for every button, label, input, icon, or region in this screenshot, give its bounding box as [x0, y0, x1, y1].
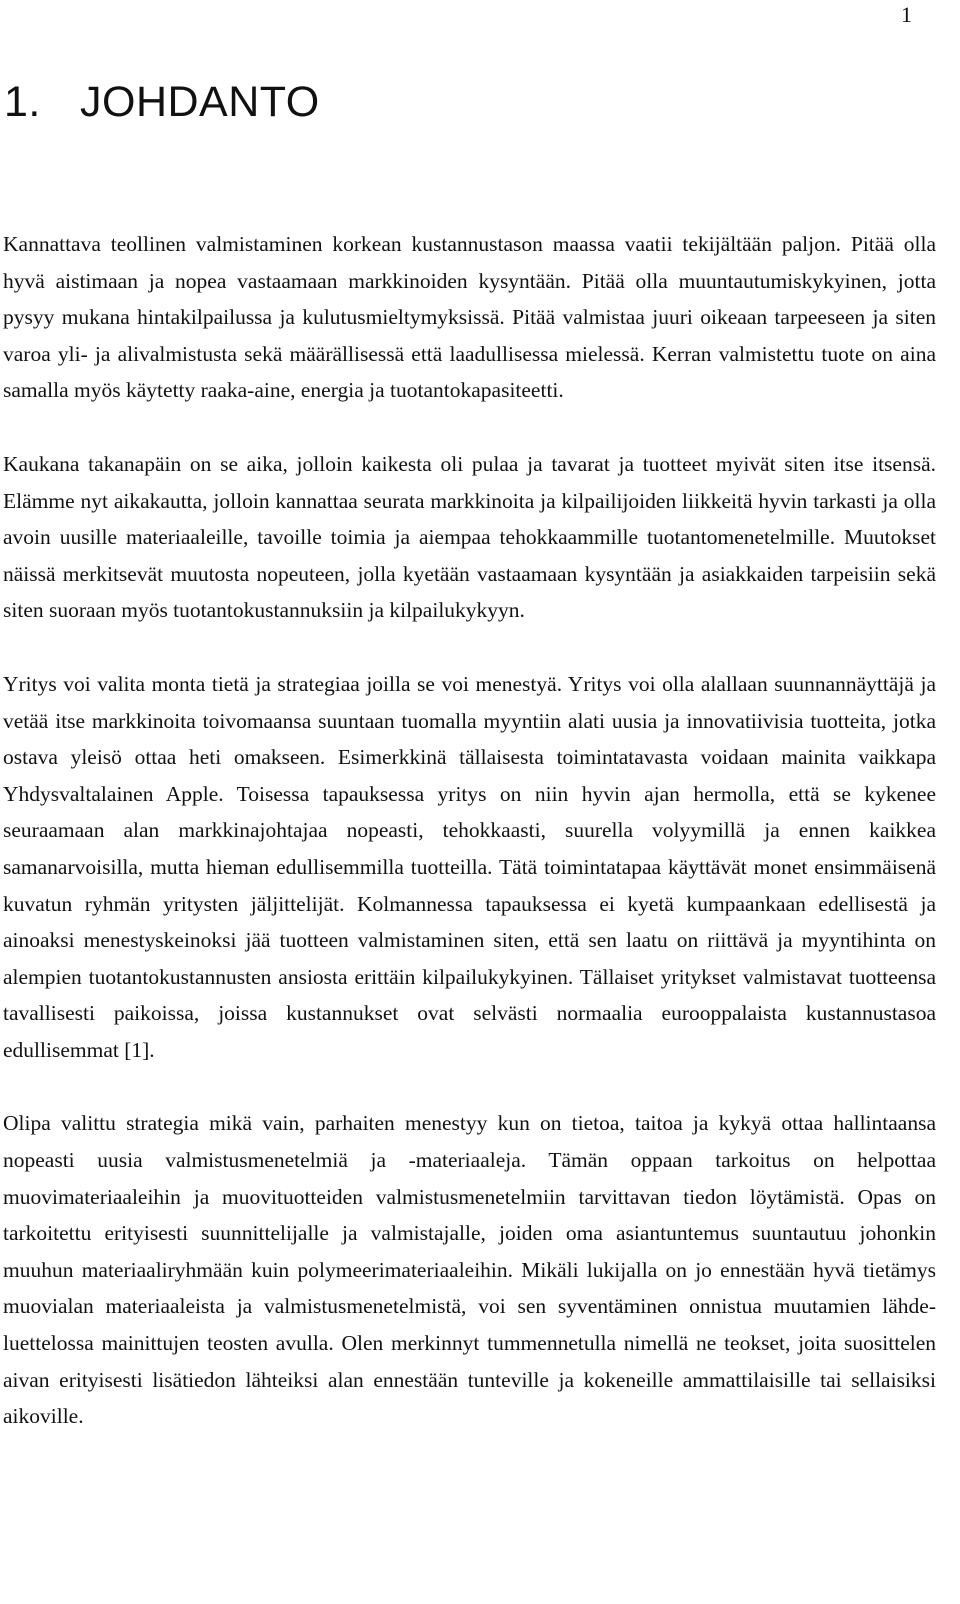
chapter-title: JOHDANTO [80, 78, 320, 126]
paragraph: Kaukana takanapäin on se aika, jolloin kaikesta oli pulaa ja tavarat ja tuotteet myivät siten itse itsensä. Elämme nyt aikakautta, jolloin kannattaa seurata markkinoita ja kilpailijoiden liikkeitä hyvin tarkasti ja olla avoin uusille materiaaleille, tavoille toimia ja aiempaa tehokkaammille tuotantomenetelmille. Muutokset näissä merkitsevät muutosta nopeuteen, jolla kyetään vastaamaan kysyntään ja asiakkaiden tarpeisiin sekä siten suoraan myös tuotantokustannuksiin ja kilpailukykyyn. [3, 451, 936, 623]
paragraph: Yritys voi valita monta tietä ja strategiaa joilla se voi menestyä. Yritys voi olla alallaan suunnannäyttäjä ja vetää itse markkinoita toivomaansa suuntaan tuomalla myyntiin alati uusia ja innovatiivisia tuotteita, jotka ostava yleisö ottaa heti omakseen. Esimerkkinä tällaisesta toimintatavasta voidaan mainita vaikkapa Yhdysvaltalainen Apple. Toisessa tapauksessa yritys on niin hyvin ajan hermolla, että se kykenee seuraamaan alan markkinajohtajaa nopeasti, tehokkaasti, suurella volyymillä ja ennen kaikkea samanarvoisilla, mutta hieman edullisemmilla tuotteilla. Tätä toimintatapaa käyttävät monet ensimmäisenä kuvatun ryhmän yritysten jäljittelijät. Kolmannessa tapauksessa ei kyetä kumpaankaan edellisestä ja ainoaksi menestyskeinoksi jää tuotteen valmistaminen siten, että sen laatu on riittävä ja myyntihinta on alempien tuotantokustannusten ansiosta erittäin kilpailukykyinen. Tällaiset yritykset valmistavat tuotteensa tavallisesti paikoissa, joissa kustannukset ovat selvästi normaalia eurooppalaista kustannustasoa edullisemmat [1]. [3, 671, 936, 1062]
paragraph: Olipa valittu strategia mikä vain, parhaiten menestyy kun on tietoa, taitoa ja kykyä ottaa hallintaansa nopeasti uusia valmistusmenetelmiä ja -materiaaleja. Tämän oppaan tarkoitus on helpottaa muovimateriaaleihin ja muovituotteiden valmistusmenetelmiin tarvittavan tiedon löytämistä. Opas on tarkoitettu erityisesti suunnittelijalle ja valmistajalle, joiden oma asiantuntemus suuntautuu johonkin muuhun materiaaliryhmään kuin polymeerimateriaaleihin. Mikäli lukijalla on jo ennestään hyvä tietämys muovialan materiaaleista ja valmistusmenetelmistä, voi sen syventäminen onnistua muutamien lähdeluettelossa mainittujen teosten avulla. Olen merkinnyt tummennetulla nimellä ne teokset, joita suosittelen aivan erityisesti lisätiedon lähteiksi alan ennestään tunteville ja kokeneille ammattilaisille tai sellaisiksi aikoville. [3, 1111, 936, 1429]
page-number: 1 [901, 2, 912, 27]
paragraph: Kannattava teollinen valmistaminen korkean kustannustason maassa vaatii tekijältään paljon. Pitää olla hyvä aistimaan ja nopea vastaamaan markkinoiden kysyntään. Pitää olla muuntautumiskykyinen, jotta pysyy mukana hintakilpailussa ja kulutusmieltymyksissä. Pitää valmistaa juuri oikeaan tarpeeseen ja siten varoa yli- ja alivalmistusta sekä määrällisessä että laadullisessa mielessä. Kerran valmistettu tuote on aina samalla myös käytetty raaka-aine, energia ja tuotantokapasiteetti. [3, 232, 936, 403]
chapter-heading [4, 76, 320, 128]
chapter-number: 1. [4, 78, 41, 126]
body-text [3, 226, 936, 1435]
